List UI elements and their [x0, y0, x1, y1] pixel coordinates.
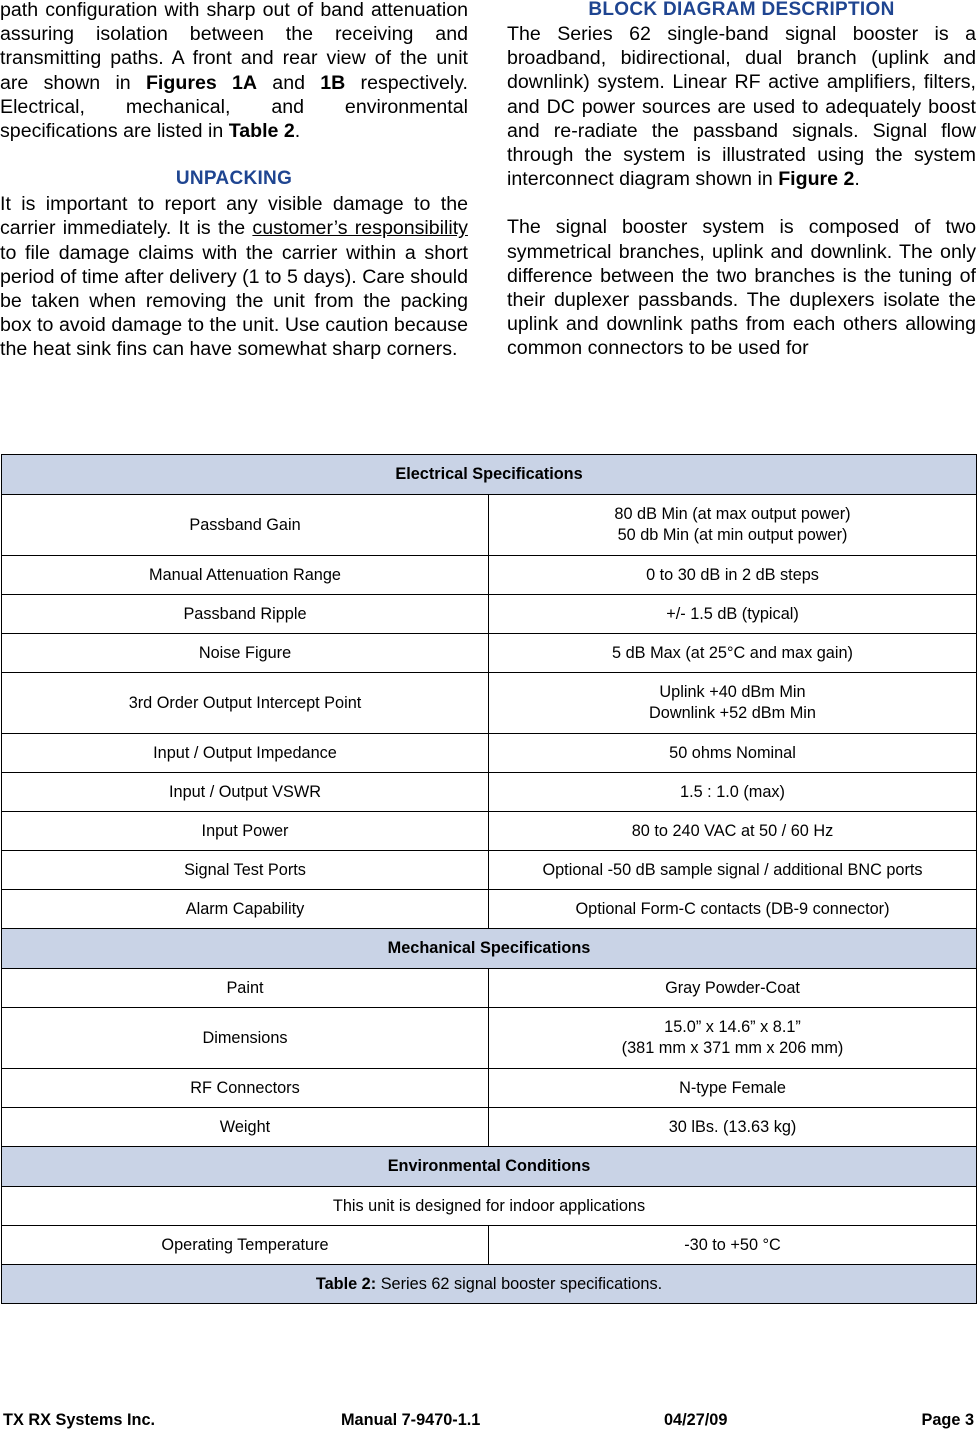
block-diagram-paragraph-1 — [507, 22, 976, 191]
spec-value — [489, 495, 977, 556]
table-caption-row — [2, 1265, 977, 1304]
electrical-specifications-header: Electrical Specifications — [2, 455, 977, 495]
intro-and: and — [257, 71, 321, 94]
spec-label: Input / Output VSWR — [2, 773, 489, 812]
spec-label: Manual Attenuation Range — [2, 556, 489, 595]
spec-value — [489, 1008, 977, 1069]
spec-value-line: 15.0” x 14.6” x 8.1” — [664, 1018, 801, 1036]
spec-label: Noise Figure — [2, 634, 489, 673]
table-row — [2, 556, 977, 595]
spec-label: 3rd Order Output Intercept Point — [2, 673, 489, 734]
spec-value: 0 to 30 dB in 2 dB steps — [489, 556, 977, 595]
specifications-table — [1, 454, 977, 1304]
table-row — [2, 1069, 977, 1108]
table-row — [2, 734, 977, 773]
spec-value: -30 to +50 °C — [489, 1226, 977, 1265]
spec-value: Optional -50 dB sample signal / additional BNC ports — [489, 851, 977, 890]
figure-1a-reference: Figures 1A — [145, 71, 258, 94]
table-row — [2, 1187, 977, 1226]
spec-value: 80 to 240 VAC at 50 / 60 Hz — [489, 812, 977, 851]
table-row — [2, 812, 977, 851]
unpacking-heading: UNPACKING — [175, 168, 293, 190]
table-row — [2, 634, 977, 673]
block-diagram-paragraph-2: The signal booster system is composed of two symmetrical branches, uplink and downlink. The only difference between the two branches is the tuning of their duplexer passbands. The duplexers isolate the uplink and downlink paths from each others allowing common connectors to be used for — [507, 216, 976, 360]
spec-value-line: Uplink +40 dBm Min — [659, 683, 806, 701]
customer-responsibility-underlined: customer’s responsibility — [252, 217, 468, 240]
table-row — [2, 851, 977, 890]
spec-value: Gray Powder-Coat — [489, 969, 977, 1008]
spec-value: 5 dB Max (at 25°C and max gain) — [489, 634, 977, 673]
spec-value-line: (381 mm x 371 mm x 206 mm) — [621, 1039, 844, 1057]
figure-2-reference: Figure 2 — [778, 168, 855, 191]
footer-company: TX RX Systems Inc. — [3, 1411, 156, 1429]
intro-paragraph — [0, 0, 468, 143]
table-row — [2, 495, 977, 556]
electrical-header-row — [2, 455, 977, 495]
spec-value: 1.5 : 1.0 (max) — [489, 773, 977, 812]
spec-value-line: 50 db Min (at min output power) — [617, 526, 848, 544]
table-row — [2, 595, 977, 634]
table-row — [2, 673, 977, 734]
spec-label: Input Power — [2, 812, 489, 851]
left-text-column — [0, 0, 468, 362]
spec-label: Operating Temperature — [2, 1226, 489, 1265]
environmental-note: This unit is designed for indoor applications — [2, 1187, 977, 1226]
figure-1b-reference: 1B — [320, 71, 346, 94]
intro-text: path configuration with sharp out of band attenuation assuring isolation between the receiving and transmitting paths. A front and rear view of the unit are shown in — [0, 0, 468, 94]
table-row — [2, 773, 977, 812]
paragraph-1-text: The Series 62 single-band signal booster is a broadband, bidirectional, dual branch (uplink and downlink) system. Linear RF active amplifiers, filters, and DC power sources are used to adequately boost and re-radiate the passband signals. Signal flow through the system is illustrated using the system interconnect diagram shown in — [507, 23, 976, 191]
table-row — [2, 1108, 977, 1147]
spec-value: +/- 1.5 dB (typical) — [489, 595, 977, 634]
block-diagram-heading: BLOCK DIAGRAM DESCRIPTION — [588, 0, 895, 20]
right-text-column — [507, 0, 976, 361]
mechanical-specifications-header: Mechanical Specifications — [2, 929, 977, 969]
spec-value-line: 80 dB Min (at max output power) — [614, 505, 851, 523]
table-row — [2, 1008, 977, 1069]
footer-date: 04/27/09 — [664, 1411, 728, 1429]
paragraph-1-period: . — [854, 168, 860, 191]
table-row — [2, 1226, 977, 1265]
spec-label: Passband Ripple — [2, 595, 489, 634]
spec-label: Paint — [2, 969, 489, 1008]
spec-value: 50 ohms Nominal — [489, 734, 977, 773]
environmental-header-row — [2, 1147, 977, 1187]
spec-value — [489, 673, 977, 734]
footer-manual-number: Manual 7-9470-1.1 — [341, 1411, 481, 1429]
spec-value: N-type Female — [489, 1069, 977, 1108]
environmental-conditions-header: Environmental Conditions — [2, 1147, 977, 1187]
table-caption — [2, 1265, 977, 1304]
page-footer — [0, 1410, 977, 1430]
spec-label: Input / Output Impedance — [2, 734, 489, 773]
mechanical-header-row — [2, 929, 977, 969]
spec-label: RF Connectors — [2, 1069, 489, 1108]
table-row — [2, 969, 977, 1008]
spec-label: Weight — [2, 1108, 489, 1147]
table-2-reference: Table 2 — [228, 120, 295, 143]
spec-value: Optional Form-C contacts (DB-9 connector) — [489, 890, 977, 929]
footer-page-number: Page 3 — [921, 1411, 974, 1429]
spec-label: Passband Gain — [2, 495, 489, 556]
table-row — [2, 890, 977, 929]
spec-value: 30 lBs. (13.63 kg) — [489, 1108, 977, 1147]
intro-period: . — [294, 120, 301, 143]
spec-label: Alarm Capability — [2, 890, 489, 929]
intro-text-continued: respectively. Electrical, mechanical, and environmental specifications are listed in — [0, 71, 469, 143]
unpacking-text-continued: to file damage claims with the carrier within a short period of time after delivery (1 to 5 days). Care should be taken when removing the unit from the packing box to avoid damage to the unit. Use caution because the heat sink fins can have somewhat sharp corners. — [0, 241, 468, 361]
spec-label: Signal Test Ports — [2, 851, 489, 890]
table-caption-label: Table 2: — [315, 1274, 377, 1293]
unpacking-text: It is important to report any visible damage to the carrier immediately. It is the — [0, 193, 468, 240]
table-caption-text: Series 62 signal booster specifications. — [376, 1274, 663, 1293]
unpacking-paragraph — [0, 192, 468, 361]
spec-value-line: Downlink +52 dBm Min — [649, 704, 816, 722]
spec-label: Dimensions — [2, 1008, 489, 1069]
